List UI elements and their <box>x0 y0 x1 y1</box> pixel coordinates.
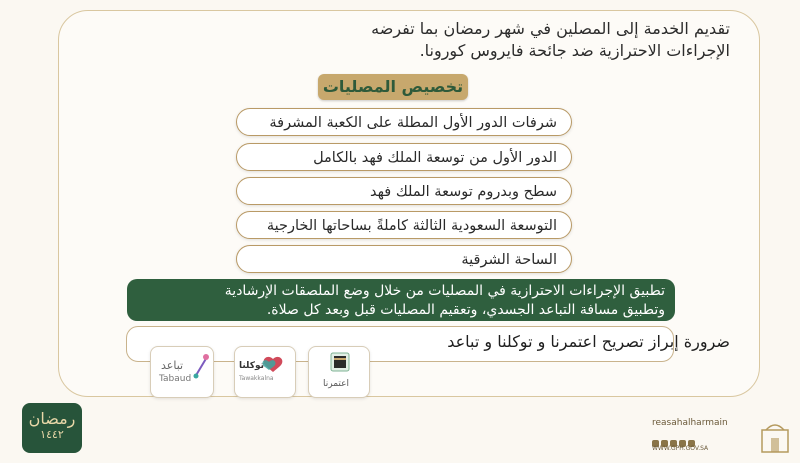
tawakkalna-app-badge <box>234 346 296 398</box>
intro-line-2: الإجراءات الاحترازية ضد جائحة فايروس كورونا. <box>419 41 730 60</box>
ramadan-logo-year: ١٤٤٢ <box>40 428 64 441</box>
eatmarna-label: اعتمرنا <box>323 379 350 389</box>
intro-line-1: تقديم الخدمة إلى المصلين في شهر رمضان بما تفرضه <box>371 19 730 38</box>
tawakkalna-label-ar: توكلنا <box>239 361 264 371</box>
kaaba-icon <box>309 347 369 397</box>
heart-icon <box>235 347 295 397</box>
prayer-area-item: شرفات الدور الأول المطلة على الكعبة المشرفة <box>236 108 572 136</box>
tawakkalna-label-en: Tawakkalna <box>239 375 274 382</box>
prayer-area-item: سطح وبدروم توسعة الملك فهد <box>236 177 572 205</box>
tabaud-label-ar: تباعد <box>161 359 184 372</box>
footer-url[interactable]: WWW.GPH.GOV.SA <box>652 445 709 452</box>
ramadan-logo-word: رمضان <box>28 409 76 428</box>
footer-handle: reasahalharmain <box>652 418 728 428</box>
footer-branding <box>652 418 792 460</box>
tabaud-app-badge <box>150 346 214 398</box>
tabaud-label-en: Tabaud <box>159 374 192 384</box>
ramadan-logo <box>22 403 82 453</box>
measures-line-2: وتطبيق مسافة التباعد الجسدي، وتعقيم المصليات قبل وبعد كل صلاة. <box>266 302 665 318</box>
section-title: تخصيص المصليات <box>318 74 468 100</box>
prayer-area-item: الدور الأول من توسعة الملك فهد بالكامل <box>236 143 572 171</box>
intro-text <box>210 18 730 62</box>
measures-line-1: تطبيق الإجراءات الاحترازية في المصليات من خلال وضع الملصقات الإرشادية <box>224 283 665 299</box>
prayer-area-item: التوسعة السعودية الثالثة كاملةً بساحاتها الخارجية <box>236 211 572 239</box>
eatmarna-app-badge <box>308 346 370 398</box>
presidency-emblem-icon <box>758 420 792 456</box>
prayer-area-item: الساحة الشرقية <box>236 245 572 273</box>
tabaud-icon <box>151 347 213 397</box>
permit-text: ضرورة إبراز تصريح اعتمرنا و توكلنا و تباعد <box>447 332 730 351</box>
precautionary-measures-box <box>127 279 675 321</box>
